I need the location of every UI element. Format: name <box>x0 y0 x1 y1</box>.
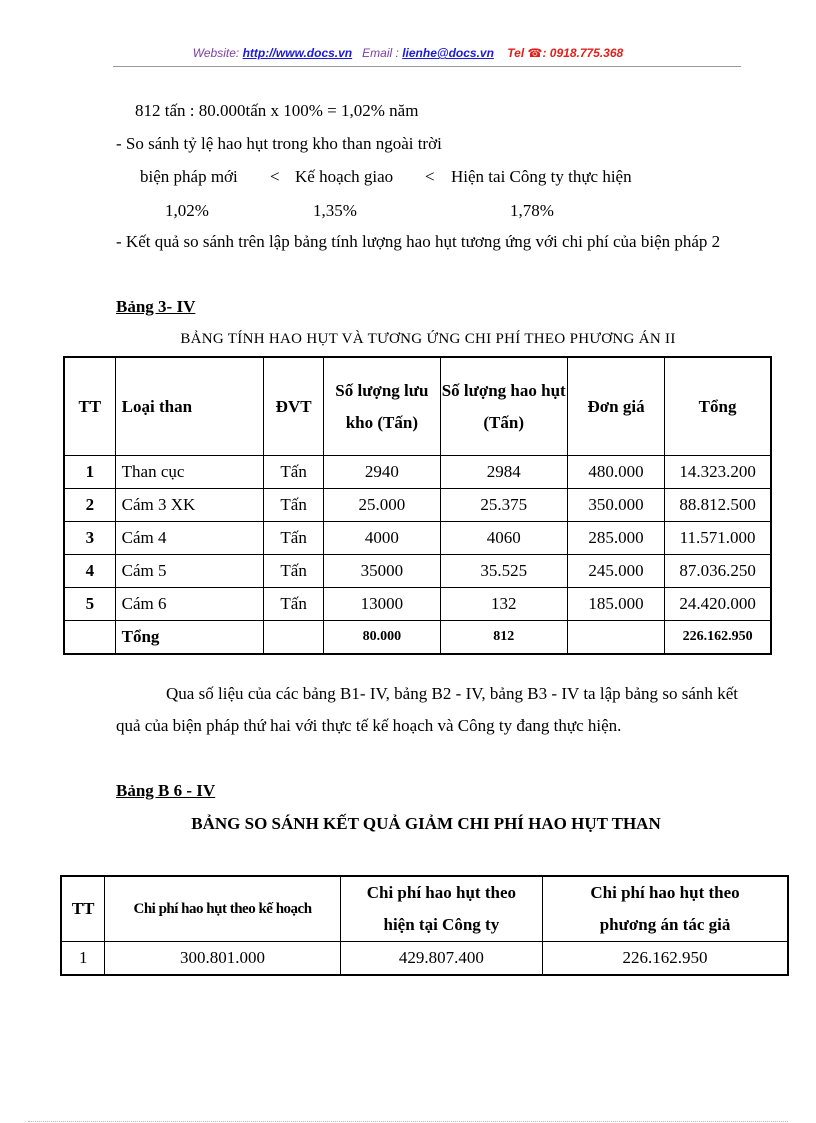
compare-item-new: biện pháp mới <box>140 167 238 186</box>
table-row <box>64 588 771 621</box>
cell-storage: 35000 <box>324 555 440 588</box>
cell-loss: 35.525 <box>440 555 567 588</box>
header-tt: TT <box>61 876 105 942</box>
header-loss: Số lượng hao hụt (Tấn) <box>440 357 567 456</box>
total-row <box>64 621 771 655</box>
cell-total: 87.036.250 <box>665 555 771 588</box>
website-label: Website: <box>192 46 240 60</box>
table-row <box>64 522 771 555</box>
value-plan: 1,35% <box>313 201 357 220</box>
table6-title: BẢNG SO SÁNH KẾT QUẢ GIẢM CHI PHÍ HAO HỤT THAN <box>191 814 661 833</box>
footer-divider <box>28 1121 788 1122</box>
tel-label: Tel <box>507 46 525 60</box>
cell-total: 14.323.200 <box>665 456 771 489</box>
summary-paragraph: Qua số liệu của các bảng B1- IV, bảng B2 - IV, bảng B3 - IV ta lập bảng so sánh kết quả của biện pháp thứ hai với thực tế kế hoạch và Công ty đang thực hiện. <box>116 684 738 735</box>
cell-company-cost: 429.807.400 <box>340 942 542 976</box>
table3-label: Bảng 3- IV <box>116 297 196 316</box>
total-storage: 80.000 <box>324 621 440 655</box>
header-coal-type: Loại than <box>115 357 263 456</box>
compare-lt-2: < <box>425 167 435 186</box>
cell-empty <box>264 621 324 655</box>
table3-title: BẢNG TÍNH HAO HỤT VÀ TƯƠNG ỨNG CHI PHÍ THEO PHƯƠNG ÁN II <box>180 331 676 347</box>
compare-lt-1: < <box>270 167 280 186</box>
cell-total: 88.812.500 <box>665 489 771 522</box>
cell-tt: 2 <box>64 489 115 522</box>
cell-unit: Tấn <box>264 456 324 489</box>
compare-heading: - So sánh tỷ lệ hao hụt trong kho than ngoài trời <box>116 134 442 153</box>
cell-tt: 4 <box>64 555 115 588</box>
cell-coal-type: Than cục <box>115 456 263 489</box>
cell-unit-price: 245.000 <box>567 555 664 588</box>
header-company-cost: Chi phí hao hụt theo hiện tại Công ty <box>340 876 542 942</box>
header-plan-cost: Chi phí hao hụt theo kế hoạch <box>105 876 340 942</box>
total-loss: 812 <box>440 621 567 655</box>
cell-unit-price: 350.000 <box>567 489 664 522</box>
email-link[interactable]: lienhe@docs.vn <box>402 46 494 60</box>
cell-tt: 3 <box>64 522 115 555</box>
cell-author-cost: 226.162.950 <box>543 942 788 976</box>
cell-unit: Tấn <box>264 588 324 621</box>
cell-tt: 1 <box>61 942 105 976</box>
cell-empty <box>64 621 115 655</box>
cell-coal-type: Cám 4 <box>115 522 263 555</box>
header-divider <box>113 66 741 67</box>
cell-loss: 2984 <box>440 456 567 489</box>
header-author-cost: Chi phí hao hụt theo phương án tác giả <box>543 876 788 942</box>
result-paragraph: - Kết quả so sánh trên lập bảng tính lượng hao hụt tương ứng với chi phí của biện pháp 2 <box>116 232 721 251</box>
cell-tt: 1 <box>64 456 115 489</box>
header-unit: ĐVT <box>264 357 324 456</box>
page-header <box>0 46 816 60</box>
cell-storage: 4000 <box>324 522 440 555</box>
cell-coal-type: Cám 6 <box>115 588 263 621</box>
cell-unit-price: 480.000 <box>567 456 664 489</box>
header-unit-price: Đơn giá <box>567 357 664 456</box>
cell-total: 24.420.000 <box>665 588 771 621</box>
value-company: 1,78% <box>510 201 554 220</box>
loss-cost-table <box>63 356 772 655</box>
cell-tt: 5 <box>64 588 115 621</box>
cell-storage: 13000 <box>324 588 440 621</box>
table-row <box>64 489 771 522</box>
table-row <box>64 456 771 489</box>
table6-label: Bảng B 6 - IV <box>116 781 216 800</box>
cell-storage: 25.000 <box>324 489 440 522</box>
cell-loss: 4060 <box>440 522 567 555</box>
total-label: Tổng <box>115 621 263 655</box>
cell-unit-price: 285.000 <box>567 522 664 555</box>
cell-unit-price: 185.000 <box>567 588 664 621</box>
cell-total: 11.571.000 <box>665 522 771 555</box>
calc-line: 812 tấn : 80.000tấn x 100% = 1,02% năm <box>135 101 419 120</box>
cell-coal-type: Cám 3 XK <box>115 489 263 522</box>
table-row <box>61 942 788 976</box>
header-tt: TT <box>64 357 115 456</box>
total-sum: 226.162.950 <box>665 621 771 655</box>
value-new: 1,02% <box>165 201 209 220</box>
cell-unit: Tấn <box>264 489 324 522</box>
compare-item-company: Hiện tai Công ty thực hiện <box>451 167 632 186</box>
cell-unit: Tấn <box>264 555 324 588</box>
compare-item-plan: Kế hoạch giao <box>295 167 394 186</box>
cell-loss: 25.375 <box>440 489 567 522</box>
website-link[interactable]: http://www.docs.vn <box>242 46 353 60</box>
email-label: Email : <box>362 46 399 60</box>
cell-plan-cost: 300.801.000 <box>105 942 340 976</box>
cell-storage: 2940 <box>324 456 440 489</box>
cell-coal-type: Cám 5 <box>115 555 263 588</box>
table-row <box>64 555 771 588</box>
cell-unit: Tấn <box>264 522 324 555</box>
header-storage: Số lượng lưu kho (Tấn) <box>324 357 440 456</box>
phone-icon: ☎ <box>527 46 543 60</box>
cell-loss: 132 <box>440 588 567 621</box>
cost-comparison-table <box>60 875 789 976</box>
cell-empty <box>567 621 664 655</box>
tel-number: : 0918.775.368 <box>542 46 624 60</box>
header-total: Tổng <box>665 357 771 456</box>
